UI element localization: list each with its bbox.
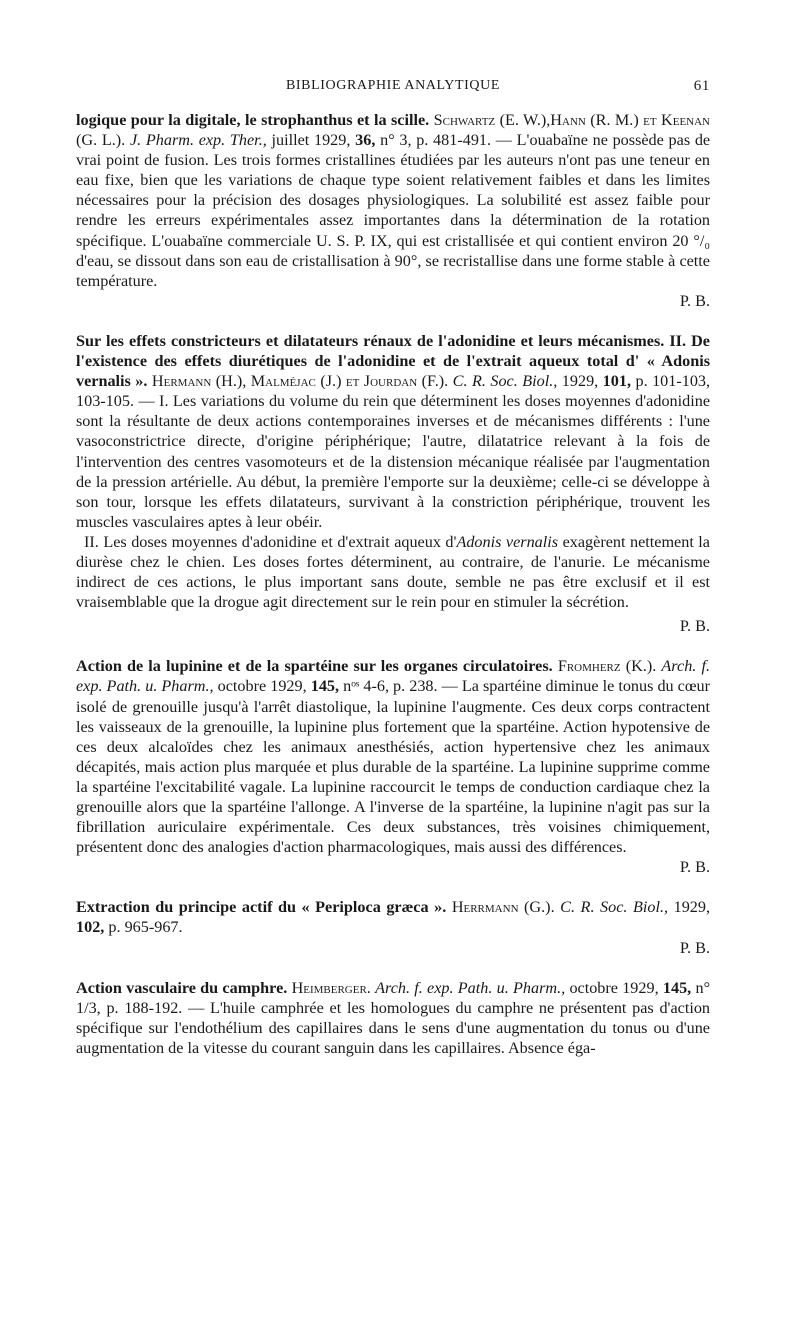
entry-journal: J. Pharm. exp. Ther.,: [129, 131, 267, 150]
entry-journal: C. R. Soc. Biol.,: [560, 898, 669, 917]
entry-journal: Arch. f. exp. Path. u. Pharm.,: [76, 657, 710, 696]
entry-title: Sur les effets constricteurs et dilatateurs rénaux de l'adonidine et leurs mécanismes. II. De l'existence des effets diurétiques de l'adonidine et de l'extrait aqueux total d' « Adonis vernalis ».: [76, 331, 710, 391]
entry-title: Action de la lupinine et de la spartéine sur les organes circulatoires.: [76, 657, 553, 676]
entry-text-2-post: exagèrent nettement la diurèse chez le chien. Les doses fortes déterminent, au contraire, de l'anurie. Le mécanisme indirect de ces actions, le plus important sans doute, semble ne pas être exclusif et il est vraisemblable que la drogue agit directement sur le rein pour en stimuler la sécrétion.: [76, 532, 710, 612]
entry-text: — I. Les variations du volume du rein que déterminent les doses moyennes d'adonidine sont la résultante de deux actions contemporaines inverses et de mécanismes différents : l'une vasoconstrictrice directe, d'origine périphérique; l'autre, dilatatrice relevant à la fois de l'intervention des centres vasomoteurs et de la distension mécanique réalisée par l'augmentation de la pression artérielle. Au début, la première l'emporte sur la deuxième; celle-ci se développe à son tour, lorsque les effets dilatateurs, survivant à la constriction périphérique, trouvent les muscles vasculaires aptes à leur obéir.: [76, 392, 711, 531]
entry-signature: P. B.: [679, 938, 710, 957]
entry-pages: nᵒˢ 4-6, p. 238.: [343, 677, 438, 696]
entry-text-2-pre: II. Les doses moyennes d'adonidine et d'extrait aqueux d': [84, 532, 457, 551]
abstract-entry: [76, 656, 710, 877]
entry-signature: P. B.: [679, 617, 710, 636]
entry-text: — L'ouabaïne ne possède pas de vrai point de fusion. Les trois formes cristallines étudiées par les auteurs n'ont pas une teneur en eau fixe, bien que les variations de chaque type soient relativement faibles et dans les limites nécessaires pour la précision des dosages physiologiques. La solubilité est assez faible pour rendre les erreurs expérimentales assez importantes dans la détermination de la rotation spécifique. L'ouabaïne commerciale U. S. P. IX, qui est cristallisée et qui contient environ 20 °/₀ d'eau, se dissout dans son eau de cristallisation à 90°, se recristallise dans une forme stable à cette température.: [76, 131, 711, 290]
entry-signature: P. B.: [679, 858, 710, 877]
entry-authors: Hermann (H.), Malméjac (J.) et Jourdan (F.).: [151, 372, 449, 391]
entry-authors: Herrmann (G.).: [451, 898, 555, 917]
entry-journal: C. R. Soc. Biol.,: [452, 372, 558, 391]
entry-journal: Arch. f. exp. Path. u. Pharm.,: [375, 978, 566, 997]
entry-volume: 101,: [602, 372, 631, 391]
running-header: [76, 76, 710, 98]
entry-text: — L'huile camphrée et les homologues du camphre ne présentent pas d'action spécifique sur l'endothélium des capillaires dans le sens d'une augmentation du tonus ou d'une augmentation de la vitesse du courant sanguin dans les capillaires. Absence éga-: [76, 998, 711, 1057]
page-number: 61: [693, 78, 710, 94]
article-body: [76, 110, 710, 1078]
entry-text-2-italic: Adonis vernalis: [456, 532, 559, 551]
entry-pages: n° 3, p. 481-491.: [380, 131, 492, 150]
entry-paragraph-2: [76, 532, 710, 612]
entry-date: 1929,: [561, 372, 599, 391]
entry-date: octobre 1929,: [569, 978, 659, 997]
entry-title: logique pour la digitale, le strophanthus et la scille.: [76, 111, 430, 129]
entry-text: — La spartéine diminue le tonus du cœur isolé de grenouille jusqu'à l'arrêt diastolique, la lupinine l'augmente. Ces deux corps contractent les vaisseaux de la grenouille, la lupinine plus fortement que la spartéine. Action hypotensive de ces deux alcaloïdes chez les animaux anesthésiés, action hypertensive chez les animaux décapités, mais action plus marquée et plus durable de la spartéine. La lupinine supprime comme la spartéine l'excitabilité vagale. La lupinine raccourcit le temps de conduction cardiaque chez la grenouille alors que la spartéine l'allonge. A l'inverse de la spartéine, la lupinine n'agit pas sur la fibrillation auriculaire expérimentale. Ces deux substances, très voisines chimiquement, présentent donc des analogies d'action pharmacologiques, mais aussi des différences.: [76, 677, 711, 857]
entry-volume: 145,: [310, 677, 340, 696]
entry-authors: Fromherz (K.).: [557, 657, 657, 676]
abstract-entry: [76, 110, 710, 311]
running-title: BIBLIOGRAPHIE ANALYTIQUE: [285, 78, 501, 93]
entry-date: juillet 1929,: [271, 131, 351, 150]
abstract-entry: [76, 331, 710, 636]
abstract-entry: [76, 897, 710, 957]
entry-volume: 145,: [662, 978, 692, 997]
entry-pages: p. 101-103, 103-105.: [76, 372, 711, 411]
entry-authors: Schwartz (E. W.),Hann (R. M.) et Keenan (G. L.).: [76, 111, 710, 150]
entry-volume: 36,: [355, 131, 376, 150]
entry-authors: Heimberger.: [291, 978, 371, 997]
entry-date: 1929,: [673, 898, 711, 917]
entry-pages: n° 1/3, p. 188-192.: [76, 978, 711, 1017]
entry-pages: p. 965-967.: [108, 918, 183, 937]
entry-signature: P. B.: [679, 291, 710, 310]
abstract-entry: [76, 978, 710, 1058]
entry-volume: 102,: [76, 918, 105, 937]
entry-title: Extraction du principe actif du « Periploca græca ».: [76, 898, 447, 917]
entry-title: Action vasculaire du camphre.: [76, 978, 288, 997]
entry-date: octobre 1929,: [217, 677, 307, 696]
